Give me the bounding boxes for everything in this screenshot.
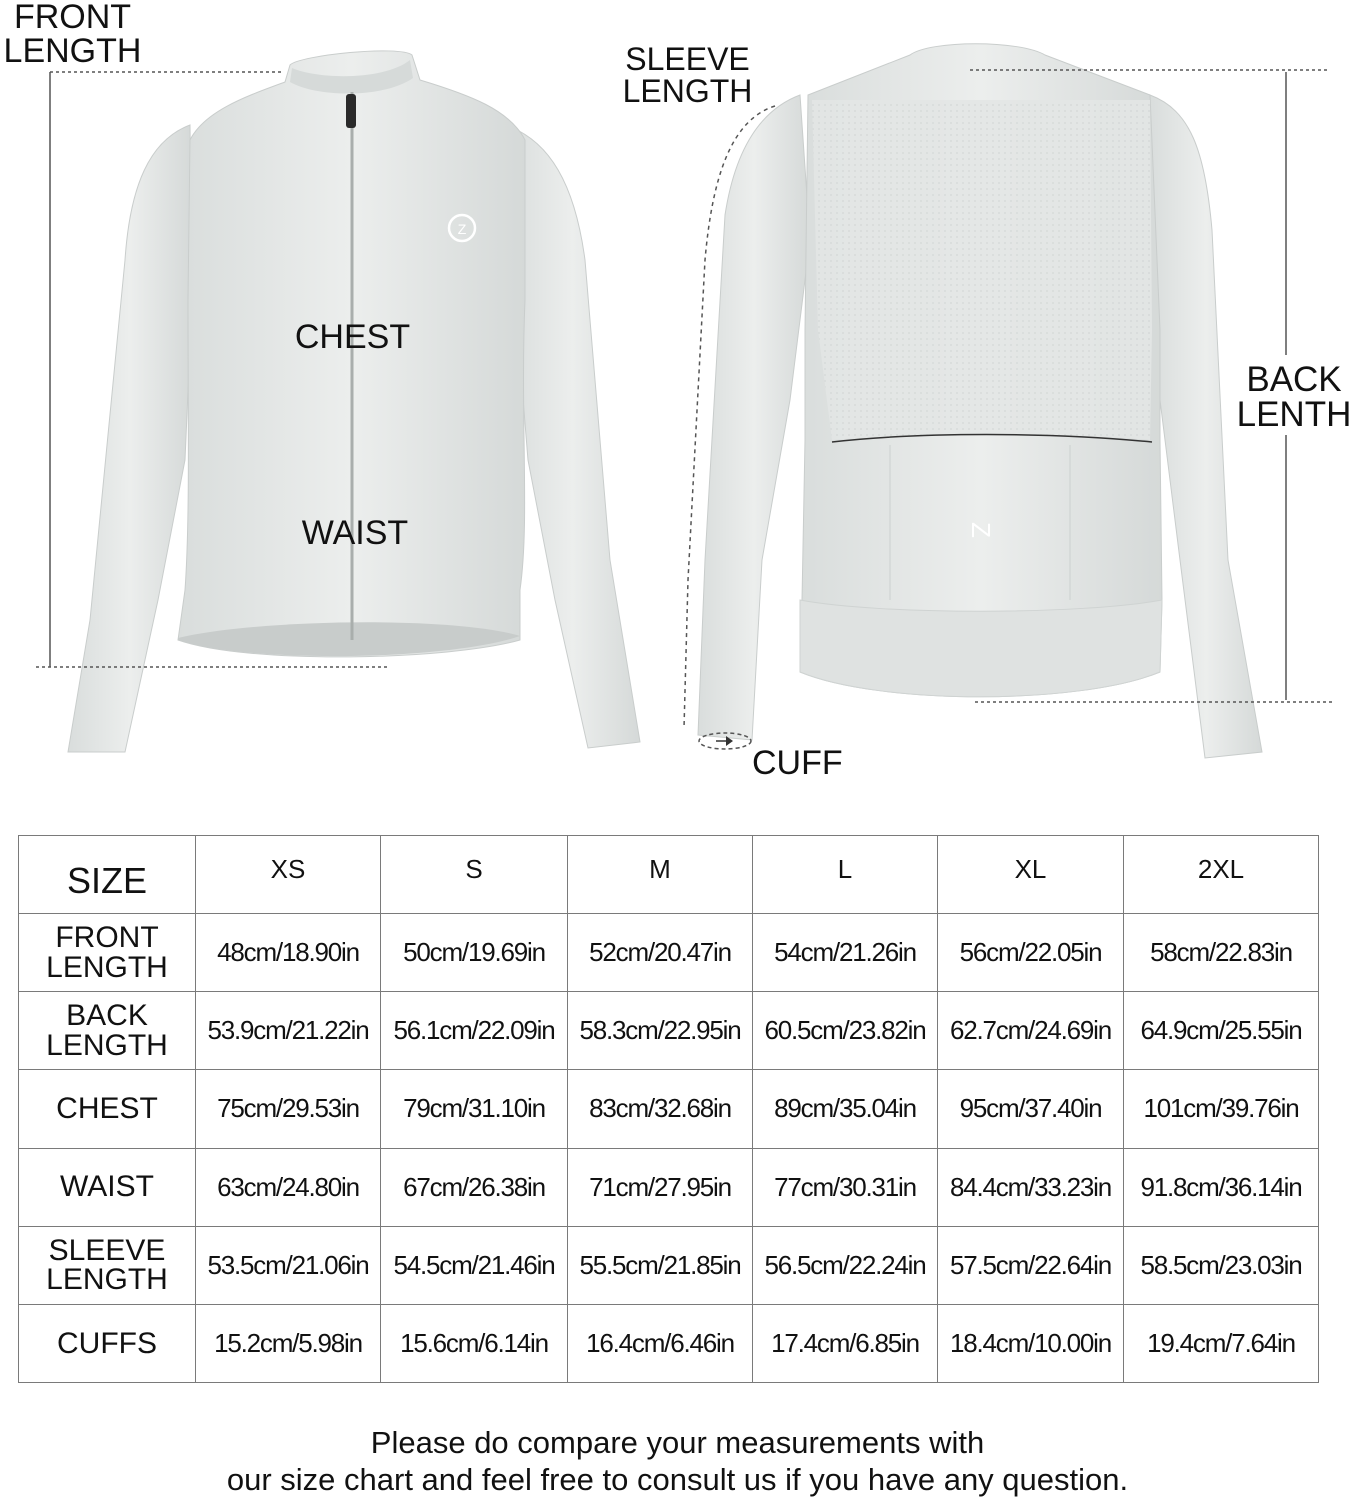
row-label-line: LENGTH (46, 1263, 168, 1297)
table-cell: 54.5cm/21.46in (381, 1226, 568, 1304)
row-label-line: LENGTH (46, 950, 168, 984)
size-col-xs: XS (196, 836, 381, 914)
table-cell: 64.9cm/25.55in (1124, 992, 1319, 1070)
table-cell: 56cm/22.05in (938, 914, 1124, 992)
front-length-label-line2: LENGTH (3, 32, 142, 70)
row-label-line: CHEST (56, 1092, 158, 1126)
row-label-line: WAIST (60, 1170, 154, 1204)
table-cell: 58.3cm/22.95in (568, 992, 753, 1070)
measurement-note-line1: Please do compare your measurements with (370, 1425, 985, 1460)
sleeve-length-label (620, 43, 755, 107)
table-cell: 58cm/22.83in (1124, 914, 1319, 992)
sleeve-length-label-line1: SLEEVE (625, 41, 750, 77)
size-col-m: M (568, 836, 753, 914)
table-cell: 48cm/18.90in (196, 914, 381, 992)
table-header-row (19, 836, 1319, 914)
front-jersey-illustration (68, 51, 640, 752)
table-row-waist (19, 1148, 1319, 1226)
table-cell: 15.2cm/5.98in (196, 1304, 381, 1382)
table-cell: 89cm/35.04in (753, 1070, 938, 1148)
table-cell: 55.5cm/21.85in (568, 1226, 753, 1304)
table-cell: 67cm/26.38in (381, 1148, 568, 1226)
svg-text:Z: Z (457, 221, 467, 237)
chest-label: CHEST (294, 318, 411, 356)
row-label-sleeve-length (19, 1226, 196, 1304)
table-cell: 16.4cm/6.46in (568, 1304, 753, 1382)
size-col-xl: XL (938, 836, 1124, 914)
row-label-back-length (19, 992, 196, 1070)
table-cell: 75cm/29.53in (196, 1070, 381, 1148)
table-cell: 17.4cm/6.85in (753, 1304, 938, 1382)
size-chart-table (18, 835, 1319, 1383)
table-cell: 19.4cm/7.64in (1124, 1304, 1319, 1382)
row-label-line: FRONT (55, 921, 159, 955)
measurement-note (0, 1424, 1355, 1498)
table-cell: 50cm/19.69in (381, 914, 568, 992)
table-row-sleeve-length (19, 1226, 1319, 1304)
table-cell: 91.8cm/36.14in (1124, 1148, 1319, 1226)
table-cell: 79cm/31.10in (381, 1070, 568, 1148)
waist-label: WAIST (301, 514, 409, 552)
table-cell: 63cm/24.80in (196, 1148, 381, 1226)
table-row-chest (19, 1070, 1319, 1148)
table-cell: 15.6cm/6.14in (381, 1304, 568, 1382)
row-label-line: SLEEVE (48, 1233, 166, 1267)
row-label-chest (19, 1070, 196, 1148)
table-cell: 56.5cm/22.24in (753, 1226, 938, 1304)
size-header-cell: SIZE (19, 836, 196, 914)
row-label-line: LENGTH (46, 1028, 168, 1062)
table-cell: 101cm/39.76in (1124, 1070, 1319, 1148)
sleeve-length-label-line2: LENGTH (622, 73, 753, 109)
table-cell: 53.5cm/21.06in (196, 1226, 381, 1304)
table-cell: 53.9cm/21.22in (196, 992, 381, 1070)
table-cell: 54cm/21.26in (753, 914, 938, 992)
cuff-label: CUFF (752, 744, 843, 782)
table-row-cuffs (19, 1304, 1319, 1382)
measurement-note-line2: our size chart and feel free to consult us if you have any question. (226, 1462, 1129, 1497)
table-cell: 62.7cm/24.69in (938, 992, 1124, 1070)
table-cell: 60.5cm/23.82in (753, 992, 938, 1070)
row-label-line: BACK (66, 999, 148, 1033)
front-length-label (0, 0, 145, 68)
size-col-s: S (381, 836, 568, 914)
table-cell: 83cm/32.68in (568, 1070, 753, 1148)
back-length-label (1234, 362, 1354, 432)
back-jersey-illustration (698, 44, 1262, 758)
table-cell: 56.1cm/22.09in (381, 992, 568, 1070)
size-col-l: L (753, 836, 938, 914)
row-label-line: CUFFS (57, 1326, 157, 1360)
table-cell: 18.4cm/10.00in (938, 1304, 1124, 1382)
table-row-front-length (19, 914, 1319, 992)
front-length-label-line1: FRONT (13, 0, 132, 36)
table-row-back-length (19, 992, 1319, 1070)
table-cell: 57.5cm/22.64in (938, 1226, 1124, 1304)
back-length-label-line2: LENTH (1236, 395, 1352, 434)
row-label-waist (19, 1148, 196, 1226)
svg-text:Z: Z (966, 522, 996, 538)
back-length-label-line1: BACK (1246, 360, 1342, 399)
table-cell: 52cm/20.47in (568, 914, 753, 992)
size-col-2xl: 2XL (1124, 836, 1319, 914)
row-label-cuffs (19, 1304, 196, 1382)
table-cell: 58.5cm/23.03in (1124, 1226, 1319, 1304)
table-cell: 77cm/30.31in (753, 1148, 938, 1226)
table-cell: 84.4cm/33.23in (938, 1148, 1124, 1226)
table-cell: 95cm/37.40in (938, 1070, 1124, 1148)
table-cell: 71cm/27.95in (568, 1148, 753, 1226)
row-label-front-length (19, 914, 196, 992)
